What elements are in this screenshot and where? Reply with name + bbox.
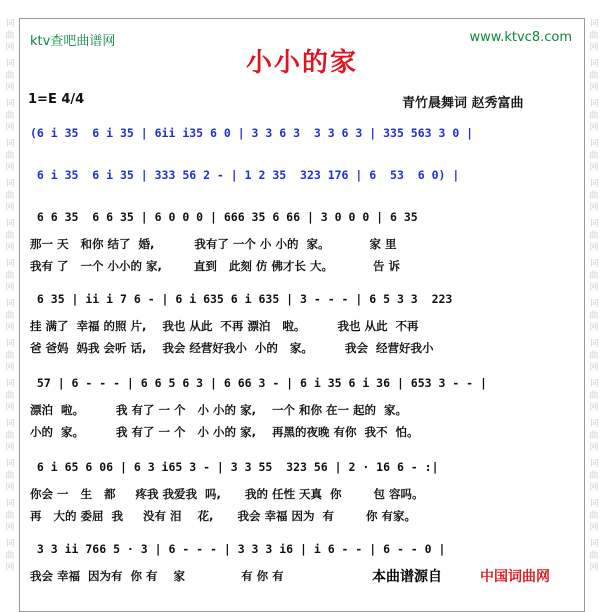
source-label: 本曲谱源自	[372, 569, 442, 585]
notation-line: 6 i 35 6 i 35 | 333 56 2 - | 1 2 35 323 176 | 6 53 6 0) |	[30, 168, 460, 182]
lyric-line: 爸 爸妈 妈我 会听 话, 我会 经营好我小 小的 家。 我会 经营好我小	[30, 341, 434, 355]
lyric-line: 漂泊 啦。 我 有了 一 个 小 小的 家, 一个 和你 在一 起的 家。	[30, 403, 407, 417]
lyric-line: 我会 幸福 因为有 你 有 家 有 你 有	[30, 569, 284, 583]
song-credits: 青竹晨舞词 赵秀富曲	[402, 96, 524, 111]
site-url-right: www.ktvc8.com	[469, 30, 572, 45]
lyric-line: 我有 了 一个 小小的 家, 直到 此刻 仿 佛才长 大。 告 诉	[30, 259, 400, 273]
notation-line: (6 i 35 6 i 35 | 6ii i35 6 0 | 3 3 6 3 3 3 6 3 | 335 563 3 0 |	[30, 126, 474, 140]
notation-line: 6 35 | ii i 7 6 - | 6 i 635 6 i 635 | 3 - - - | 6 5 3 3 223	[30, 292, 460, 306]
lyric-line: 那一 天 和你 结了 婚, 我有了 一个 小 小的 家。 家 里	[30, 237, 397, 251]
notation-line: 57 | 6 - - - | 6 6 5 6 3 | 6 66 3 - | 6 i 35 6 i 36 | 653 3 - - |	[30, 376, 487, 390]
lyric-line: 挂 满了 幸福 的照 片, 我也 从此 不再 漂泊 啦。 我也 从此 不再	[30, 319, 419, 333]
lyric-line: 再 大的 委屈 我 没有 泪 花, 我会 幸福 因为 有 你 有家。	[30, 509, 416, 523]
watermark-right: 词 曲 网 词 曲 网 词 曲 网 词 曲 网 词 曲 网 词 曲 网 词 曲 网 词 曲 网 词 曲 网 词 曲 网 词 曲 网 词 曲 网 词 曲 网 词 曲 网	[589, 19, 599, 573]
notation-line: 6 i 65 6 06 | 6 3 i65 3 - | 3 3 55 323 56 | 2 · 16 6 - :|	[30, 460, 439, 474]
watermark-left: 词 曲 网 词 曲 网 词 曲 网 词 曲 网 词 曲 网 词 曲 网 词 曲 网 词 曲 网 词 曲 网 词 曲 网 词 曲 网 词 曲 网 词 曲 网 词 曲 网	[5, 19, 15, 573]
notation-line: 3 3 ii 766 5 · 3 | 6 - - - | 3 3 3 i6 | i 6 - - | 6 - - 0 |	[30, 542, 446, 556]
lyric-line: 你会 一 生 都 疼我 我爱我 吗, 我的 任性 天真 你 包 容吗。	[30, 487, 424, 501]
source-site: 中国词曲网	[480, 569, 550, 585]
site-name-left: ktv查吧曲谱网	[30, 34, 116, 49]
lyric-line: 小的 家。 我 有了 一 个 小 小的 家, 再黑的夜晚 有你 我不 怕。	[30, 425, 419, 439]
song-title: 小小的家	[245, 48, 358, 78]
key-signature: 1=E 4/4	[28, 92, 85, 107]
notation-line: 6 6 35 6 6 35 | 6 0 0 0 | 666 35 6 66 | 3 0 0 0 | 6 35	[30, 210, 425, 224]
